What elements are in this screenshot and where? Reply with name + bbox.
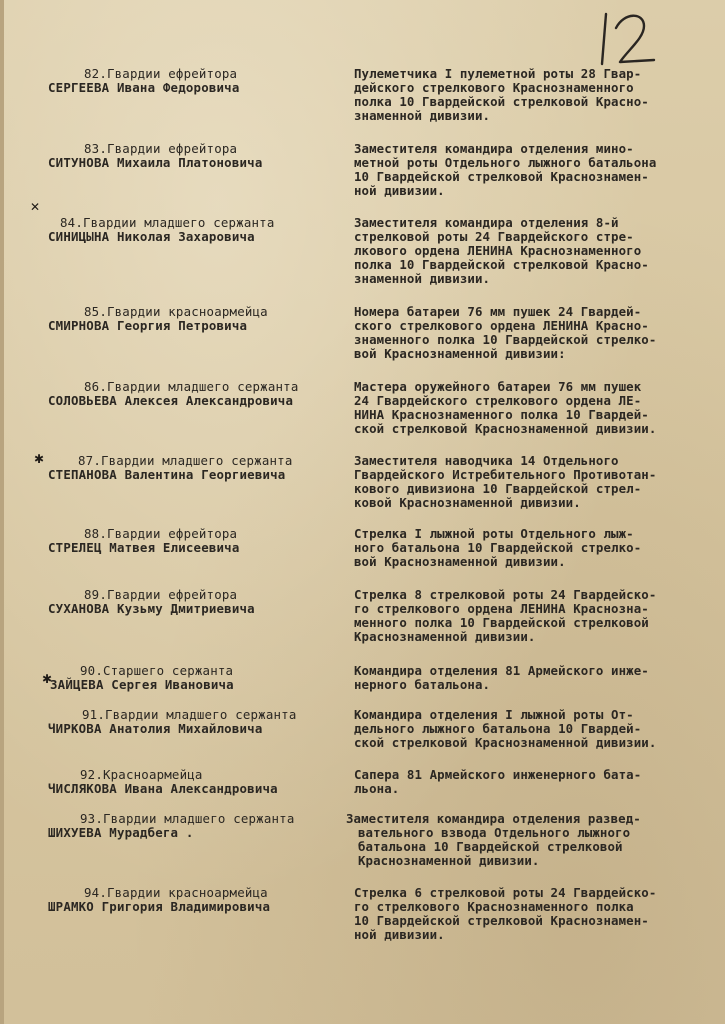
entry-name: СЕРГЕЕВА Ивана Федоровича <box>48 80 240 95</box>
desc-line: Стрелка 6 стрелковой роты 24 Гвардейско- <box>354 886 657 900</box>
desc-line: стрелковой роты 24 Гвардейского стре- <box>354 230 634 244</box>
entry-rank: 92.Красноармейца <box>80 767 203 782</box>
desc-line: нерного батальона. <box>354 678 491 692</box>
entry-rank: 89.Гвардии ефрейтора <box>84 587 238 602</box>
desc-line: вательного взвода Отдельного лыжного <box>358 826 631 840</box>
desc-line: знаменной дивизии. <box>354 272 491 286</box>
desc-line: Заместителя командира отделения 8-й <box>354 216 619 230</box>
margin-mark-2: ✱ <box>34 452 45 466</box>
entry-description <box>354 588 716 644</box>
entry-description <box>354 886 716 942</box>
entry-name: СМИРНОВА Георгия Петровича <box>48 318 248 333</box>
desc-line: ковой Краснознаменной дивизии. <box>354 496 581 510</box>
entry-name: ЧИСЛЯКОВА Ивана Александровича <box>48 781 278 796</box>
margin-mark-1: ✕ <box>30 200 41 214</box>
desc-line: Краснознаменной дивизии. <box>358 854 540 868</box>
entry-rank: 90.Старшего сержанта <box>80 663 234 678</box>
entry-rank: 86.Гвардии младшего сержанта <box>84 379 299 394</box>
entry-rank: 94.Гвардии красноармейца <box>84 885 268 900</box>
desc-line: 10 Гвардейской стрелковой Краснознамен- <box>354 170 649 184</box>
desc-line: Гвардейского Истребительного Противотан- <box>354 468 657 482</box>
entry-name: ШИХУЕВА Мурадбега . <box>48 825 194 840</box>
desc-line: дейского стрелкового Краснознаменного <box>354 81 634 95</box>
desc-line: полка 10 Гвардейской стрелковой Красно- <box>354 258 649 272</box>
entry-name: ЗАЙЦЕВА Сергея Ивановича <box>50 677 234 692</box>
desc-line: ного батальона 10 Гвардейской стрелко- <box>354 541 642 555</box>
desc-line: Командира отделения I лыжной роты От- <box>354 708 634 722</box>
desc-line: Заместителя наводчика 14 Отдельного <box>354 454 619 468</box>
desc-line: НИНА Краснознаменного полка 10 Гвардей- <box>354 408 649 422</box>
desc-line: го стрелкового ордена ЛЕНИНА Краснозна- <box>354 602 649 616</box>
entry-name: СОЛОВЬЕВА Алексея Александровича <box>48 393 294 408</box>
entry-rank: 85.Гвардии красноармейца <box>84 304 268 319</box>
desc-line: 24 Гвардейского стрелкового ордена ЛЕ- <box>354 394 642 408</box>
entry-description <box>354 216 716 286</box>
desc-line: дельного лыжного батальона 10 Гвардей- <box>354 722 642 736</box>
entry-rank: 93.Гвардии младшего сержанта <box>80 811 295 826</box>
desc-line: Номера батареи 76 мм пушек 24 Гвардей- <box>354 305 642 319</box>
desc-line: вой Краснознаменной дивизии. <box>354 555 566 569</box>
desc-line: ской стрелковой Краснознаменной дивизии. <box>354 422 657 436</box>
entry-description <box>354 664 716 692</box>
entry-description <box>354 380 716 436</box>
margin-mark-3: ✱ <box>42 672 53 686</box>
desc-line: вой Краснознаменной дивизии: <box>354 347 566 361</box>
desc-line: Мастера оружейного батареи 76 мм пушек <box>354 380 642 394</box>
entry-rank: 88.Гвардии ефрейтора <box>84 526 238 541</box>
desc-line: Стрелка I лыжной роты Отдельного лыж- <box>354 527 634 541</box>
desc-line: го стрелкового Краснознаменного полка <box>354 900 634 914</box>
desc-line: знаменной дивизии. <box>354 109 491 123</box>
desc-line: Краснознаменной дивизии. <box>354 630 536 644</box>
desc-line: кового дивизиона 10 Гвардейской стрел- <box>354 482 642 496</box>
entry-rank: 84.Гвардии младшего сержанта <box>60 215 275 230</box>
entry-rank: 83.Гвардии ефрейтора <box>84 141 238 156</box>
page-edge <box>0 0 4 1024</box>
desc-line: Заместителя командира отделения мино- <box>354 142 634 156</box>
desc-line: Заместителя командира отделения развед- <box>346 812 641 826</box>
entry-rank: 91.Гвардии младшего сержанта <box>82 707 297 722</box>
entry-name: СИТУНОВА Михаила Платоновича <box>48 155 263 170</box>
handwritten-page-number <box>594 6 664 68</box>
entry-rank: 87.Гвардии младшего сержанта <box>78 453 293 468</box>
entry-description <box>346 812 708 868</box>
entry-description <box>354 768 716 796</box>
entry-description <box>354 708 716 750</box>
desc-line: ского стрелкового ордена ЛЕНИНА Красно- <box>354 319 649 333</box>
entry-description <box>354 527 716 569</box>
desc-line: ной дивизии. <box>354 184 445 198</box>
desc-line: льона. <box>354 782 400 796</box>
entry-name: СТЕПАНОВА Валентина Георгиевича <box>48 467 286 482</box>
desc-line: ской стрелковой Краснознаменной дивизии. <box>354 736 657 750</box>
desc-line: Пулеметчика I пулеметной роты 28 Гвар- <box>354 67 642 81</box>
entry-name: ЧИРКОВА Анатолия Михайловича <box>48 721 263 736</box>
desc-line: менного полка 10 Гвардейской стрелковой <box>354 616 649 630</box>
entry-description <box>354 142 716 198</box>
entry-name: СТРЕЛЕЦ Матвея Елисеевича <box>48 540 240 555</box>
desc-line: лкового ордена ЛЕНИНА Краснознаменного <box>354 244 642 258</box>
desc-line: Командира отделения 81 Армейского инже- <box>354 664 649 678</box>
entry-name: СИНИЦЫНА Николая Захаровича <box>48 229 255 244</box>
desc-line: 10 Гвардейской стрелковой Краснознамен- <box>354 914 649 928</box>
desc-line: знаменного полка 10 Гвардейской стрелко- <box>354 333 657 347</box>
desc-line: полка 10 Гвардейской стрелковой Красно- <box>354 95 649 109</box>
desc-line: Стрелка 8 стрелковой роты 24 Гвардейско- <box>354 588 657 602</box>
entry-description <box>354 305 716 361</box>
desc-line: ной дивизии. <box>354 928 445 942</box>
entry-name: ШРАМКО Григория Владимировича <box>48 899 271 914</box>
desc-line: Сапера 81 Армейского инженерного бата- <box>354 768 642 782</box>
entry-description <box>354 67 716 123</box>
desc-line: батальона 10 Гвардейской стрелковой <box>358 840 623 854</box>
entry-name: СУХАНОВА Кузьму Дмитриевича <box>48 601 255 616</box>
entry-description <box>354 454 716 510</box>
desc-line: метной роты Отдельного лыжного батальона <box>354 156 657 170</box>
entry-rank: 82.Гвардии ефрейтора <box>84 66 238 81</box>
